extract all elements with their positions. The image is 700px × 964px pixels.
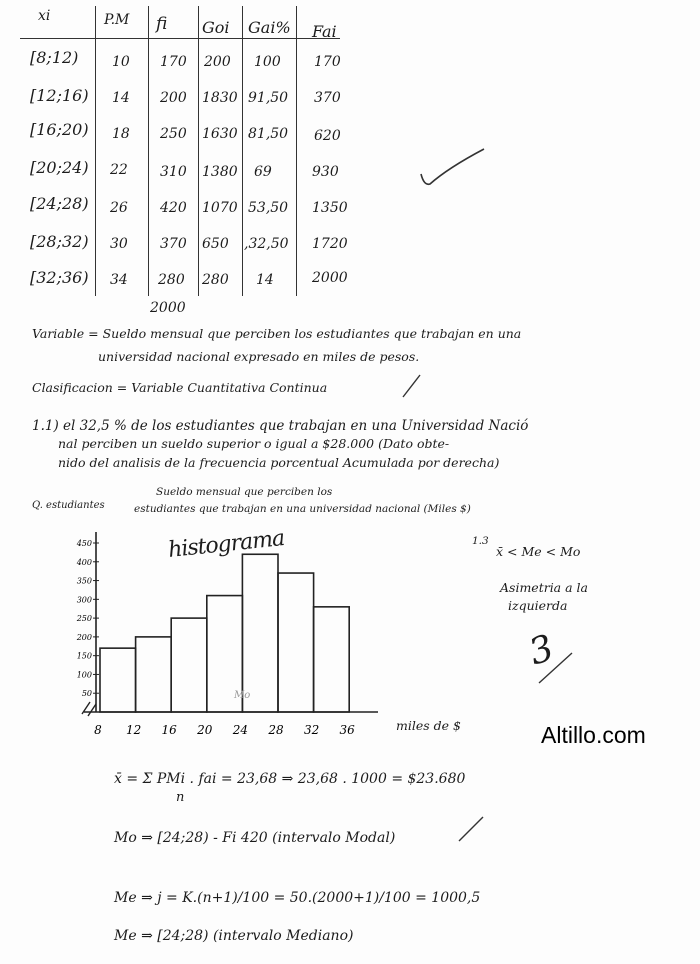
row6-gai: ,32,50 (244, 236, 289, 252)
row2-fi: 200 (160, 90, 187, 106)
y-tick-label: 50 (81, 689, 92, 699)
row4-pm: 22 (110, 162, 128, 178)
row4-fi: 310 (160, 164, 187, 180)
histogram-bar (278, 573, 314, 712)
row7-pm: 34 (110, 272, 128, 288)
row6-interval: [28;32) (30, 232, 89, 251)
note-1-3: 1.3 (472, 535, 489, 547)
formula-me-2: Me ⇒ [24;28) (intervalo Mediano) (114, 928, 354, 944)
chart-title-line-1: Sueldo mensual que perciben los (156, 486, 333, 498)
chart-x-axis-label: miles de $ (396, 718, 461, 733)
header-gai-pct: Gai% (248, 18, 291, 37)
header-pm: P.M (104, 12, 130, 28)
histogram-bar (100, 648, 136, 712)
grade-mark: 3 (524, 627, 559, 674)
y-tick-label: 400 (76, 557, 92, 567)
histograma-label: histograma (167, 525, 286, 564)
histogram-bar (171, 618, 207, 712)
chart-y-axis-label: Q. estudiantes (32, 500, 105, 511)
row7-goi: 280 (202, 272, 229, 288)
histogram-bar (314, 607, 350, 712)
row7-interval: [32;36) (30, 268, 89, 287)
tick-mark-icon-2 (456, 814, 486, 844)
row4-fai: 930 (312, 164, 339, 180)
y-tick-label: 150 (76, 651, 92, 661)
row3-pm: 18 (112, 126, 130, 142)
row6-goi: 650 (202, 236, 229, 252)
row1-goi: 200 (204, 54, 231, 70)
x-tick-label: 24 (232, 723, 249, 737)
variable-line-1: Variable = Sueldo mensual que perciben los estudiantes que trabajan en una (32, 326, 522, 341)
row4-gai: 69 (254, 164, 272, 180)
x-tick-label: 28 (268, 723, 284, 737)
row2-fai: 370 (314, 90, 341, 106)
row4-goi: 1380 (202, 164, 238, 180)
asimetria-line-1: Asimetria a la (500, 580, 588, 595)
row6-pm: 30 (110, 236, 128, 252)
row5-goi: 1070 (202, 200, 238, 216)
row1-fai: 170 (314, 54, 341, 70)
histogram-bar (242, 554, 278, 712)
axis-break-icon (82, 702, 96, 716)
header-goi: Goi (202, 18, 230, 37)
row2-gai: 91,50 (248, 90, 289, 106)
x-tick-label: 36 (339, 723, 355, 737)
row1-gai: 100 (254, 54, 281, 70)
item-1-1-line-1: 1.1) el 32,5 % de los estudiantes que trabajan en una Universidad Nació (32, 418, 529, 434)
mo-mark: Mo (234, 690, 251, 701)
y-tick-label: 450 (76, 539, 92, 548)
row5-gai: 53,50 (248, 200, 289, 216)
chart-title-line-2: estudiantes que trabajan en una universidad nacional (Miles $) (134, 503, 471, 515)
row5-fi: 420 (160, 200, 187, 216)
y-tick-label: 100 (76, 670, 92, 680)
row2-interval: [12;16) (30, 86, 89, 105)
row7-fi: 280 (158, 272, 185, 288)
row3-fi: 250 (160, 126, 187, 142)
row3-goi: 1630 (202, 126, 238, 142)
header-xi: xi (38, 8, 51, 24)
formula-mean-denominator: n (176, 790, 185, 805)
row5-interval: [24;28) (30, 194, 89, 213)
y-tick-label: 250 (76, 614, 92, 624)
y-tick-label: 300 (76, 595, 92, 605)
clasificacion-line: Clasificacion = Variable Cuantitativa Continua (32, 380, 328, 395)
row2-goi: 1830 (202, 90, 238, 106)
row6-fai: 1720 (312, 236, 348, 252)
row7-gai: 14 (256, 272, 274, 288)
item-1-1-line-2: nal perciben un sueldo superior o igual a $28.000 (Dato obte- (58, 436, 450, 451)
row1-pm: 10 (112, 54, 130, 70)
row3-gai: 81,50 (248, 126, 289, 142)
formula-mo: Mo ⇒ [24;28) - Fi 420 (intervalo Modal) (114, 830, 396, 846)
x-tick-label: 16 (161, 723, 177, 737)
formula-mean: x̄ = Σ PMi . fai = 23,68 ⇒ 23,68 . 1000 = $23.680 (114, 771, 466, 787)
row1-interval: [8;12) (30, 48, 79, 67)
row2-pm: 14 (112, 90, 130, 106)
header-fai: Fai (312, 22, 337, 41)
x-tick-label: 32 (303, 723, 320, 737)
watermark: Altillo.com (541, 722, 646, 748)
row4-interval: [20;24) (30, 158, 89, 177)
formula-me-1: Me ⇒ j = K.(n+1)/100 = 50.(2000+1)/100 = 1000,5 (114, 890, 481, 906)
row5-pm: 26 (110, 200, 128, 216)
row3-interval: [16;20) (30, 120, 89, 139)
grade-slash-icon (536, 650, 576, 686)
y-tick-label: 200 (76, 632, 92, 642)
item-1-1-line-3: nido del analisis de la frecuencia porcentual Acumulada por derecha) (58, 455, 500, 470)
asimetria-line-2: izquierda (508, 598, 568, 613)
fi-total: 2000 (150, 300, 186, 316)
variable-line-2: universidad nacional expresado en miles de pesos. (98, 349, 420, 364)
x-tick-label: 8 (94, 723, 102, 737)
header-fi: fi (156, 14, 168, 34)
x-tick-label: 12 (125, 723, 142, 737)
row3-fai: 620 (314, 128, 341, 144)
row7-fai: 2000 (312, 270, 348, 286)
row5-fai: 1350 (312, 200, 348, 216)
x-tick-label: 20 (197, 723, 213, 737)
row6-fi: 370 (160, 236, 187, 252)
row1-fi: 170 (160, 54, 187, 70)
y-tick-label: 350 (76, 576, 92, 586)
note-inequality: x̄ < Me < Mo (496, 544, 581, 559)
histogram-bar (136, 637, 172, 712)
